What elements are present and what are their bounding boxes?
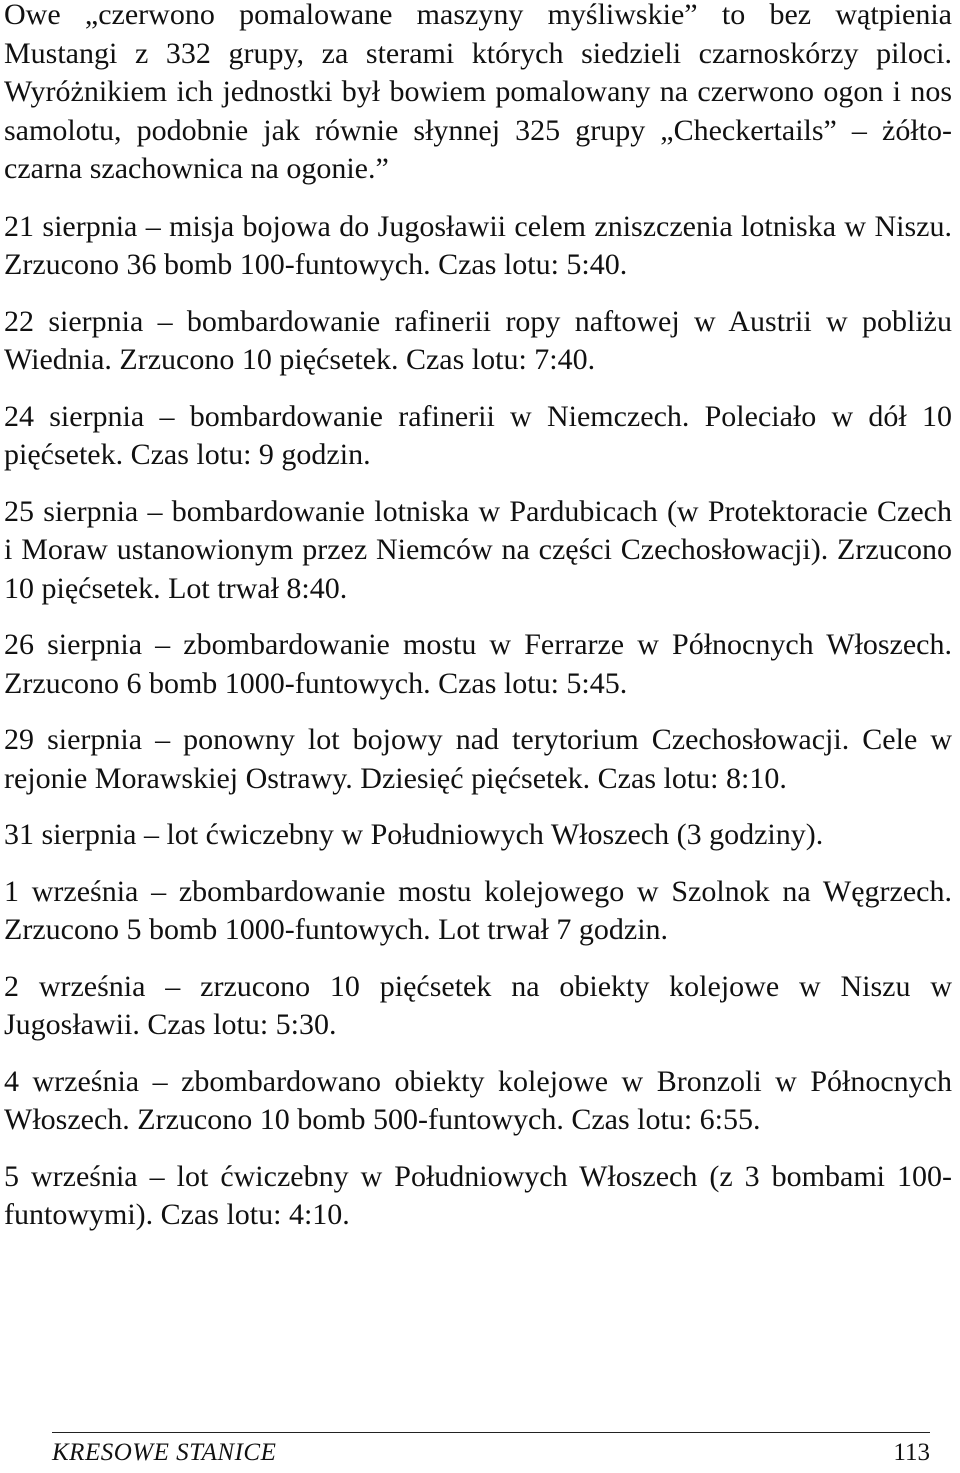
mission-entry: 25 sierpnia – bombardowanie lotniska w Pardubicach (w Protektoracie Czech i Moraw ustanowionym przez Niemców na części Czechosłowacji). Zrzucono 10 pięćsetek. Lot trwał 8:40. xyxy=(4,494,952,605)
mission-entry: 29 sierpnia – ponowny lot bojowy nad terytorium Czechosłowacji. Cele w rejonie Morawskiej Ostrawy. Dziesięć pięćsetek. Czas lotu: 8:10. xyxy=(4,723,952,795)
mission-entry: 1 września – zbombardowanie mostu kolejowego w Szolnok na Węgrzech. Zrzucono 5 bomb 1000-funtowych. Lot trwał 7 godzin. xyxy=(4,874,952,946)
mission-entry: 2 września – zrzucono 10 pięćsetek na obiekty kolejowe w Niszu w Jugosławii. Czas lotu: 5:30. xyxy=(4,969,952,1041)
mission-entry: 21 sierpnia – misja bojowa do Jugosławii celem zniszczenia lotniska w Niszu. Zrzucono 36 bomb 100-funtowych. Czas lotu: 5:40. xyxy=(4,209,952,281)
mission-entry: 5 września – lot ćwiczebny w Południowych Włoszech (z 3 bombami 100-funtowymi). Czas lotu: 4:10. xyxy=(4,1159,952,1231)
mission-entry: 26 sierpnia – zbombardowanie mostu w Ferrarze w Północnych Włoszech. Zrzucono 6 bomb 1000-funtowych. Czas lotu: 5:45. xyxy=(4,628,952,700)
page-footer xyxy=(52,1432,930,1473)
intro-paragraph: Owe „czerwono pomalowane maszyny myśliwskie” to bez wątpienia Mustangi z 332 grupy, za sterami których siedzieli czarnoskórzy piloci. Wyróżnikiem ich jednostki był bowiem pomalowany na czerwono ogon i nos samolotu, podobnie jak równie słynnej 325 grupy „Checkertails” – żółto-czarna szachownica na ogonie.” xyxy=(4,0,952,185)
running-title: KRESOWE STANICE xyxy=(52,1439,277,1466)
mission-entry: 4 września – zbombardowano obiekty kolejowe w Bronzoli w Północnych Włoszech. Zrzucono 10 bomb 500-funtowych. Czas lotu: 6:55. xyxy=(4,1064,952,1136)
mission-entry: 24 sierpnia – bombardowanie rafinerii w Niemczech. Poleciało w dół 10 pięćsetek. Czas lotu: 9 godzin. xyxy=(4,399,952,471)
mission-log xyxy=(4,208,952,1235)
mission-entry: 22 sierpnia – bombardowanie rafinerii ropy naftowej w Austrii w pobliżu Wiednia. Zrzucono 10 pięćsetek. Czas lotu: 7:40. xyxy=(4,304,952,376)
page-body xyxy=(4,0,952,1253)
mission-entry: 31 sierpnia – lot ćwiczebny w Południowych Włoszech (3 godziny). xyxy=(4,818,824,851)
page-number: 113 xyxy=(893,1439,930,1466)
